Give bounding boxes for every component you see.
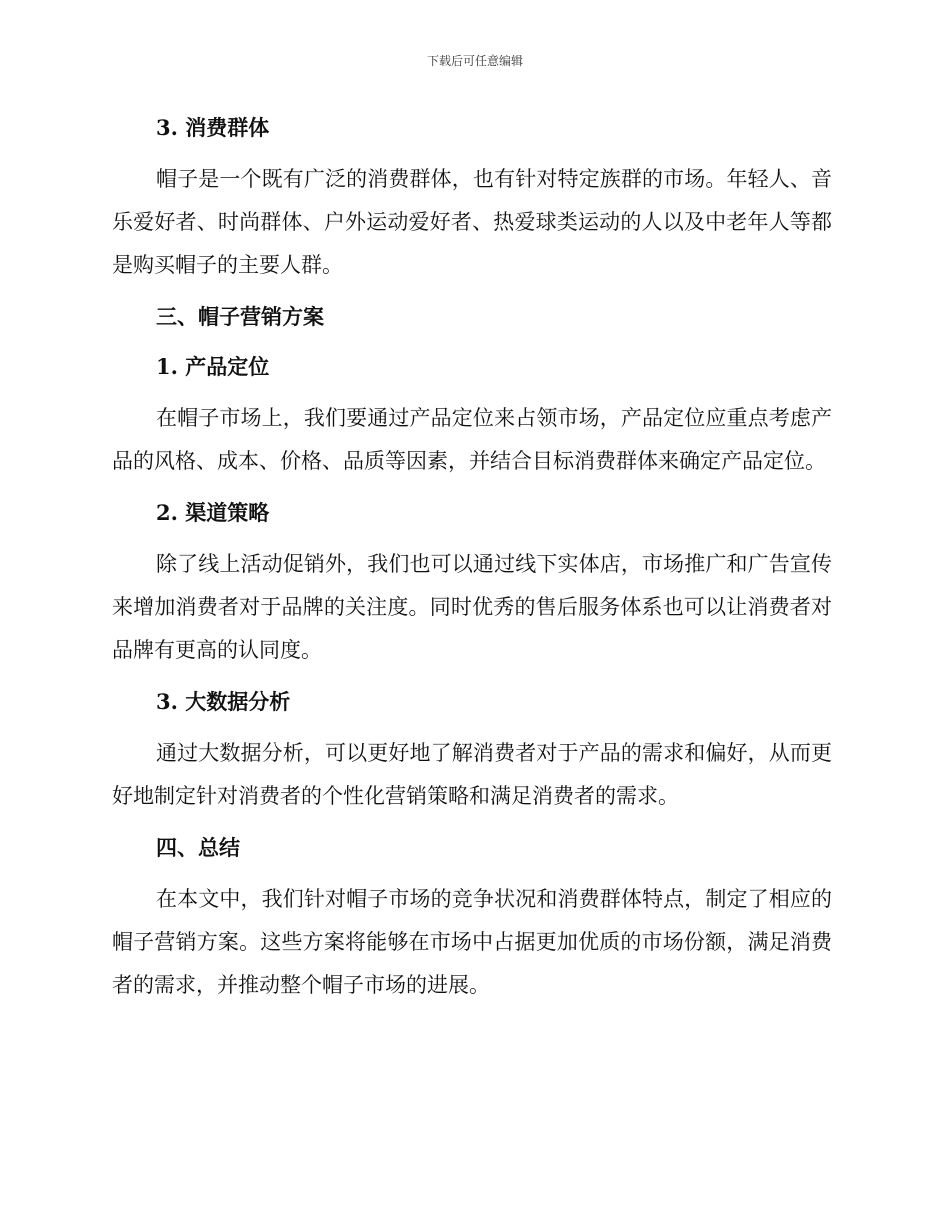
page-header-note: 下载后可任意编辑	[426, 54, 523, 68]
section-heading-big-data: 3. 大数据分析	[156, 689, 291, 714]
paragraph-big-data: 通过大数据分析，可以更好地了解消费者对于产品的需求和偏好，从而更好地制定针对消费者的个性化营销策略和满足消费者的需求。	[112, 741, 832, 808]
chapter-heading-summary: 四、总结	[156, 835, 240, 860]
paragraph-consumer-groups: 帽子是一个既有广泛的消费群体，也有针对特定族群的市场。年轻人、音乐爱好者、时尚群体、户外运动爱好者、热爱球类运动的人以及中老年人等都是购买帽子的主要人群。	[112, 167, 832, 277]
document-body	[112, 108, 832, 1017]
paragraph-summary: 在本文中，我们针对帽子市场的竞争状况和消费群体特点，制定了相应的帽子营销方案。这些方案将能够在市场中占据更加优质的市场份额，满足消费者的需求，并推动整个帽子市场的进展。	[112, 887, 832, 997]
paragraph-product-positioning: 在帽子市场上，我们要通过产品定位来占领市场，产品定位应重点考虑产品的风格、成本、价格、品质等因素，并结合目标消费群体来确定产品定位。	[112, 406, 832, 473]
section-heading-product-positioning: 1. 产品定位	[156, 354, 270, 379]
section-heading-channel-strategy: 2. 渠道策略	[156, 500, 270, 525]
chapter-heading-marketing-plan: 三、帽子营销方案	[156, 304, 324, 329]
section-heading-consumer-groups: 3. 消费群体	[156, 115, 270, 140]
paragraph-channel-strategy: 除了线上活动促销外，我们也可以通过线下实体店，市场推广和广告宣传来增加消费者对于品牌的关注度。同时优秀的售后服务体系也可以让消费者对品牌有更高的认同度。	[112, 552, 832, 662]
